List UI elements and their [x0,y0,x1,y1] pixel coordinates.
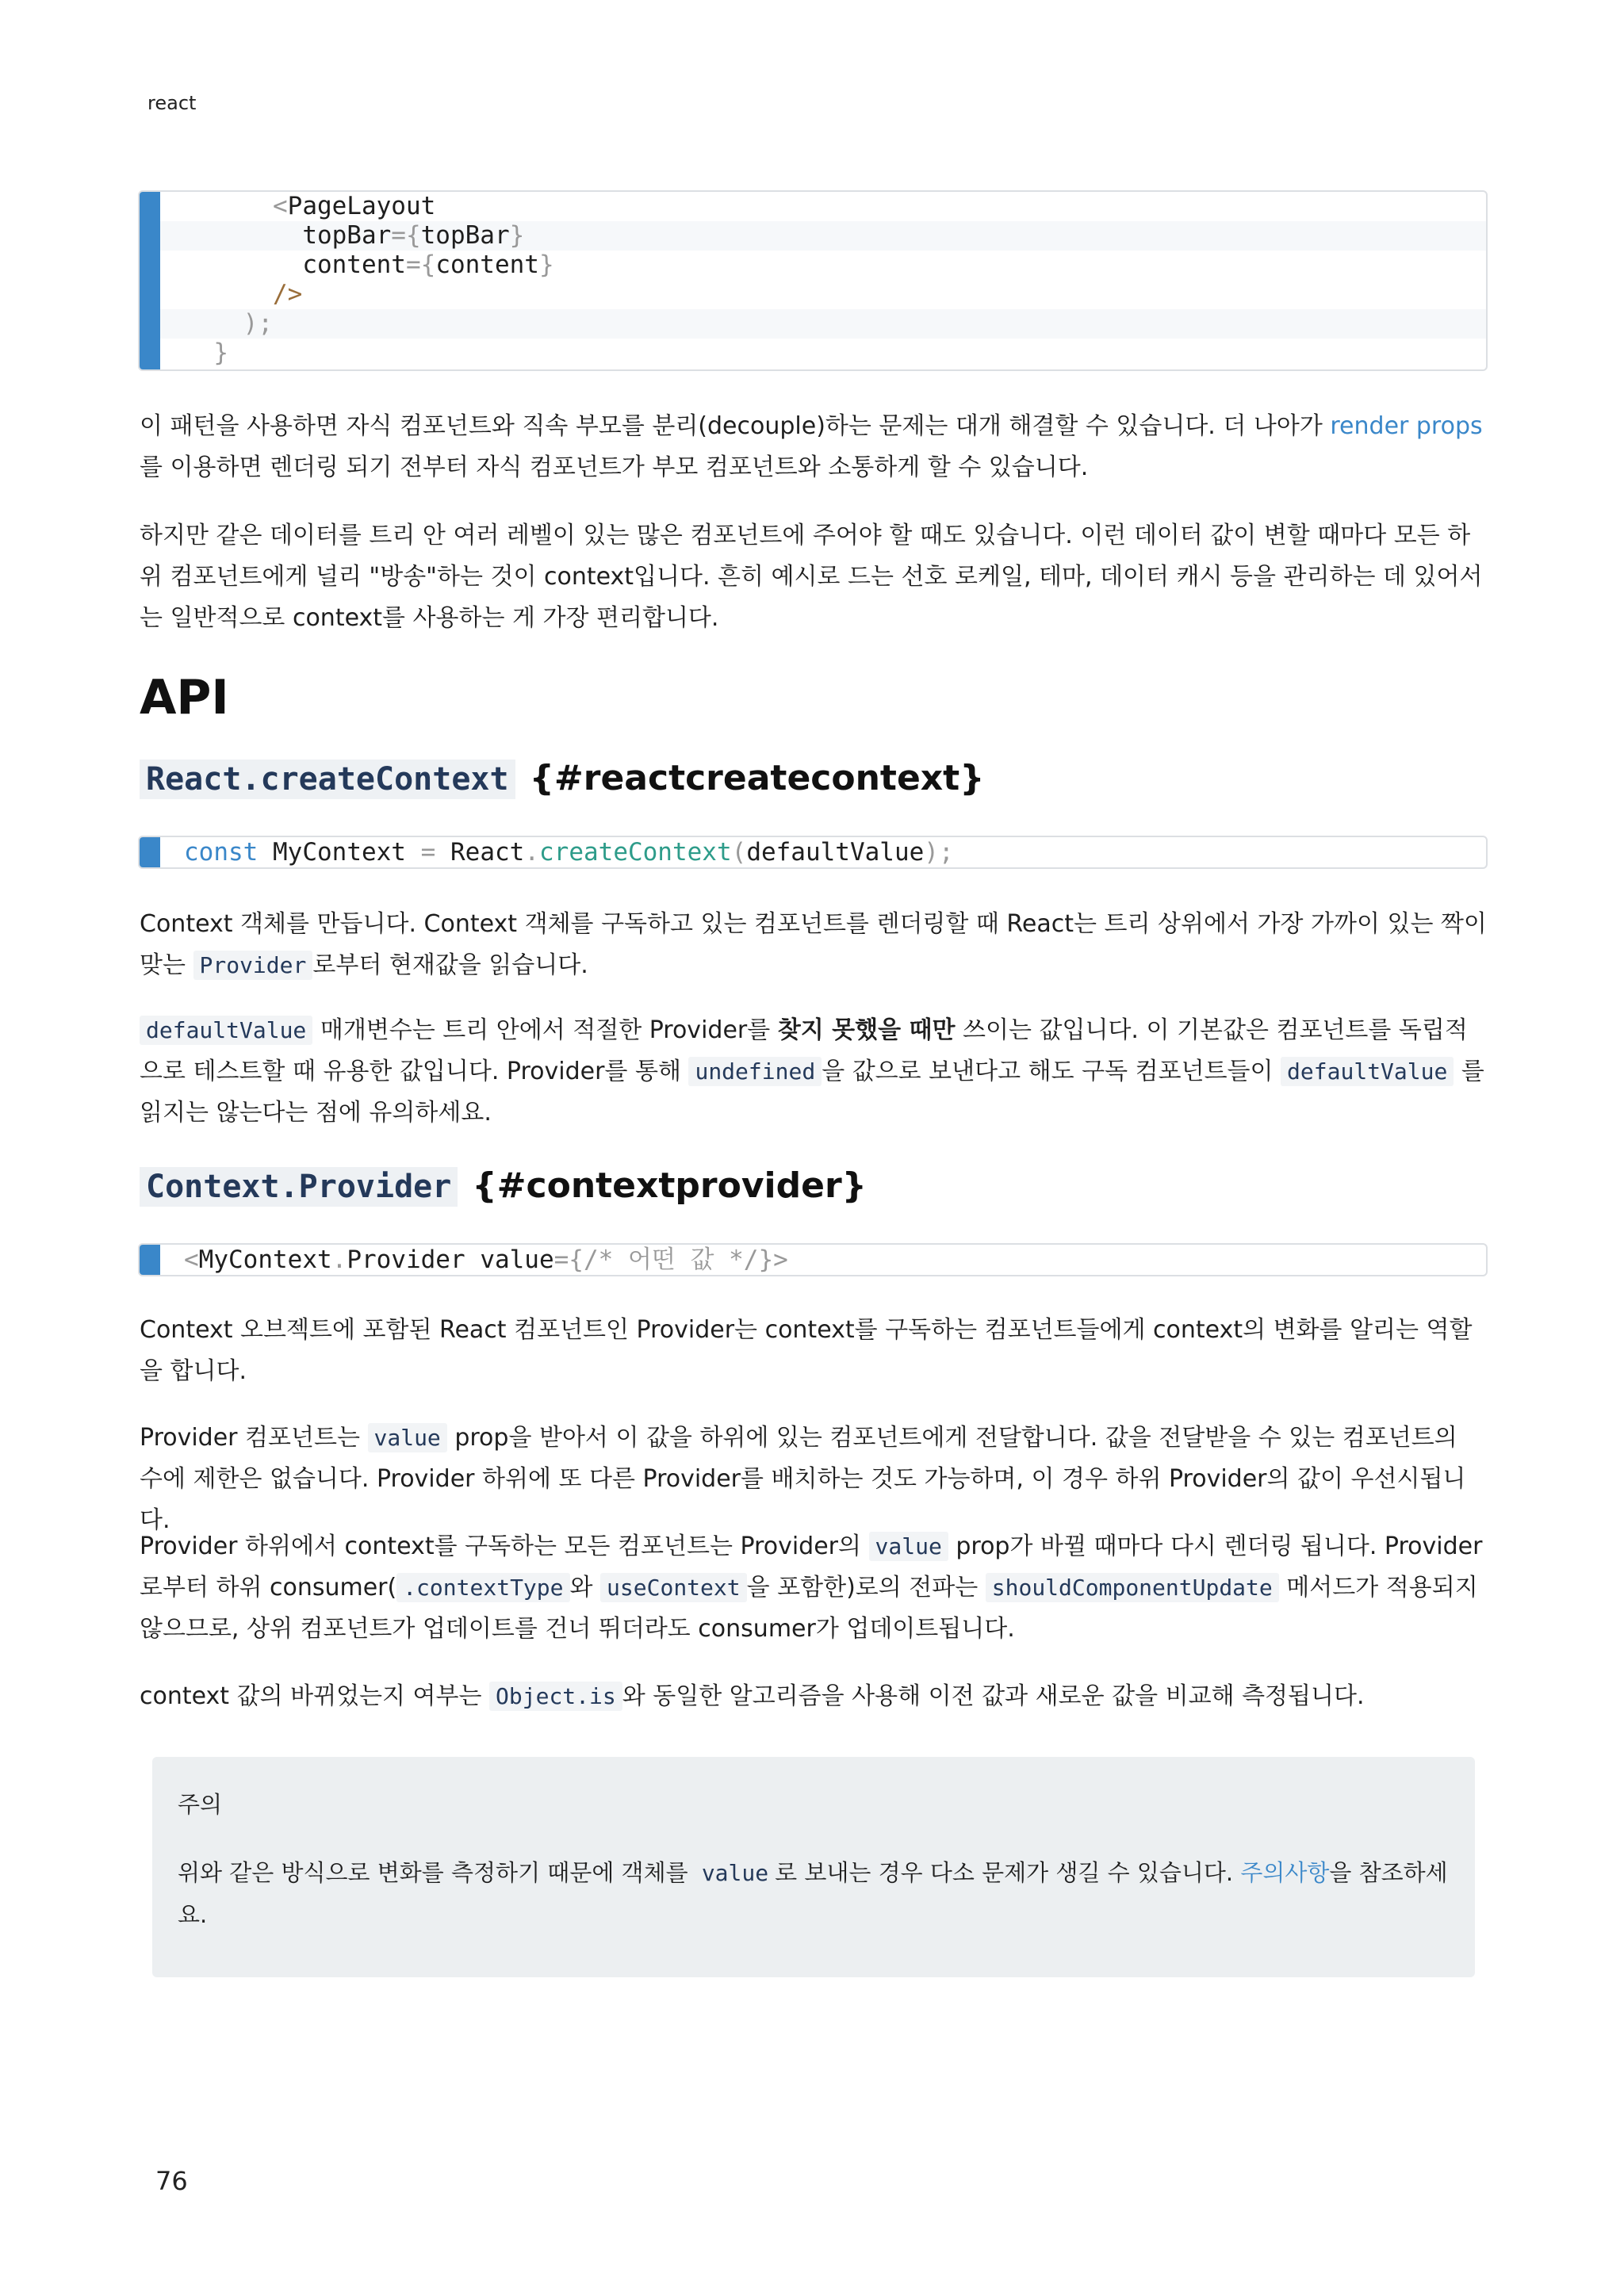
text: context 값의 바뀌었는지 여부는 [140,1682,490,1710]
inline-code: value [701,1860,769,1886]
heading-anchor: {#contextprovider} [472,1165,867,1206]
code-line: const MyContext = React.createContext(defaultValue); [184,838,954,867]
code-token: MyContext [198,1246,332,1274]
paragraph [140,1418,1488,1541]
text: 로부터 현재값을 읽습니다. [312,951,588,979]
code-line: <MyContext.Provider value={/* 어떤 값 */}> [184,1246,788,1274]
paragraph [140,904,1488,986]
heading-code: React.createContext [140,760,515,799]
api-heading: API [140,670,229,725]
text: Provider 하위에서 context를 구독하는 모든 컴포넌트는 Provider의 [140,1533,869,1560]
paragraph: Context 오브젝트에 포함된 React 컴포넌트인 Provider는 context를 구독하는 컴포넌트들에게 context의 변화를 알리는 역할을 합니다. [140,1316,1473,1385]
inline-code: Provider [193,951,313,980]
code-token: /* 어떤 값 */ [583,1246,759,1274]
heading-anchor: {#reactcreatecontext} [529,758,985,798]
note-body [178,1852,1450,1935]
text: 을 값으로 보낸다고 해도 구독 컴포넌트들이 [822,1058,1281,1085]
paragraph: 하지만 같은 데이터를 트리 안 여러 레벨이 있는 많은 컴포넌트에 주어야 할 때도 있습니다. 이런 데이터 값이 변할 때마다 모든 하위 컴포넌트에게 널리 "방송"하는 것이 context입니다. 흔히 예시로 드는 선호 로케일, 테마, 데이터 캐시 등을 관리하는 데 있어서는 일반적으로 context를 사용하는 게 가장 편리합니다. [140,522,1483,632]
text: 이 패턴을 사용하면 자식 컴포넌트와 직속 부모를 분리(decouple)하는 문제는 대개 해결할 수 있습니다. 더 나아가 [140,412,1331,440]
text: 쓰이는 값입니다. 이 기본값은 컴포넌트를 독립적으로 테스트할 때 유용한 값입니다. Provider를 통해 [140,1016,1468,1085]
code-token: content [302,251,406,279]
inline-code: defaultValue [140,1016,312,1045]
text: 매개변수는 트리 안에서 적절한 Provider를 [312,1016,778,1044]
running-head: react [147,92,197,114]
code-line: topBar={topBar} [160,221,1486,251]
code-token: createContext [539,838,732,867]
code-token: MyContext [273,838,406,867]
code-line: /> [272,280,303,308]
code-block-accent-bar [140,837,160,867]
code-lines [160,1245,1486,1275]
text: 로 보내는 경우 다소 문제가 생길 수 있습니다. [775,1859,1241,1886]
text: Provider 컴포넌트는 [140,1424,368,1452]
code-lines [160,192,1486,369]
code-block-accent-bar [140,1245,160,1275]
inline-code: Object.is [489,1682,622,1711]
inline-code: value [368,1423,447,1452]
text: 와 [569,1574,601,1601]
render-props-link[interactable]: render props [1330,412,1483,440]
page-number: 76 [155,2166,188,2196]
code-line: ); [160,309,1486,339]
code-token: PageLayout [287,192,436,220]
code-line: } [213,339,228,367]
text: 을 포함한)로의 전파는 [746,1574,986,1601]
paragraph [140,1010,1488,1134]
text: 와 동일한 알고리즘을 사용해 이전 값과 새로운 값을 비교해 측정됩니다. [622,1682,1365,1710]
text: Context 객체를 만듭니다. Context 객체를 구독하고 있는 컴포넌트를 렌더링할 때 React는 트리 상위에서 가장 가까이 있는 짝이 맞는 [140,910,1487,979]
inline-code: value [869,1532,948,1561]
text: 메서드가 적용되지 않으므로, 상위 컴포넌트가 업데이트를 건너 뛰더라도 consumer가 업데이트됩니다. [140,1574,1478,1643]
caveats-link[interactable]: 주의사항 [1240,1859,1330,1886]
inline-code: .contextType [396,1573,569,1602]
code-block-pagelayout [138,190,1488,371]
code-token: value [480,1246,554,1274]
paragraph [140,1526,1488,1650]
inline-code: undefined [688,1057,822,1086]
inline-code: shouldComponentUpdate [986,1573,1279,1602]
code-lines [160,837,1486,867]
heading-create-context [140,755,985,803]
code-token: Provider [347,1246,465,1274]
code-block-accent-bar [140,192,160,369]
heading-code: Context.Provider [140,1167,458,1207]
code-block-provider [138,1243,1488,1276]
text: 를 이용하면 렌더링 되기 전부터 자식 컴포넌트가 부모 컴포넌트와 소통하게 할 수 있습니다. [140,453,1089,481]
note-title: 주의 [178,1791,223,1818]
code-token: const [184,838,259,867]
code-token: topBar [420,221,510,250]
text: prop가 바뀔 때마다 다시 렌더링 됩니다. Provider로부터 하위 consumer( [140,1533,1483,1601]
text: 을 참조하세요. [178,1859,1448,1928]
code-block-create-context [138,836,1488,869]
code-line: content={content} [302,251,554,279]
code-token: topBar [302,221,392,250]
inline-code: defaultValue [1281,1057,1454,1086]
text: 위와 같은 방식으로 변화를 측정하기 때문에 객체를 [178,1859,695,1886]
heading-context-provider [140,1162,867,1211]
code-token: React [450,838,525,867]
code-token: content [435,251,539,279]
text: prop을 받아서 이 값을 하위에 있는 컴포넌트에게 전달합니다. 값을 전달받을 수 있는 컴포넌트의 수에 제한은 없습니다. Provider 하위에 또 다른 Provider를 배치하는 것도 가능하며, 이 경우 하위 Provider의 값이 우선시됩니다. [140,1424,1466,1534]
caution-note [152,1757,1475,1977]
inline-code: useContext [600,1573,747,1602]
code-token: defaultValue [746,838,925,867]
text: 를 읽지는 않는다는 점에 유의하세요. [140,1058,1484,1127]
code-line: <PageLayout [272,192,436,220]
paragraph [140,1676,1488,1717]
bold-text: 찾지 못했을 때만 [777,1016,956,1044]
paragraph [140,406,1488,488]
